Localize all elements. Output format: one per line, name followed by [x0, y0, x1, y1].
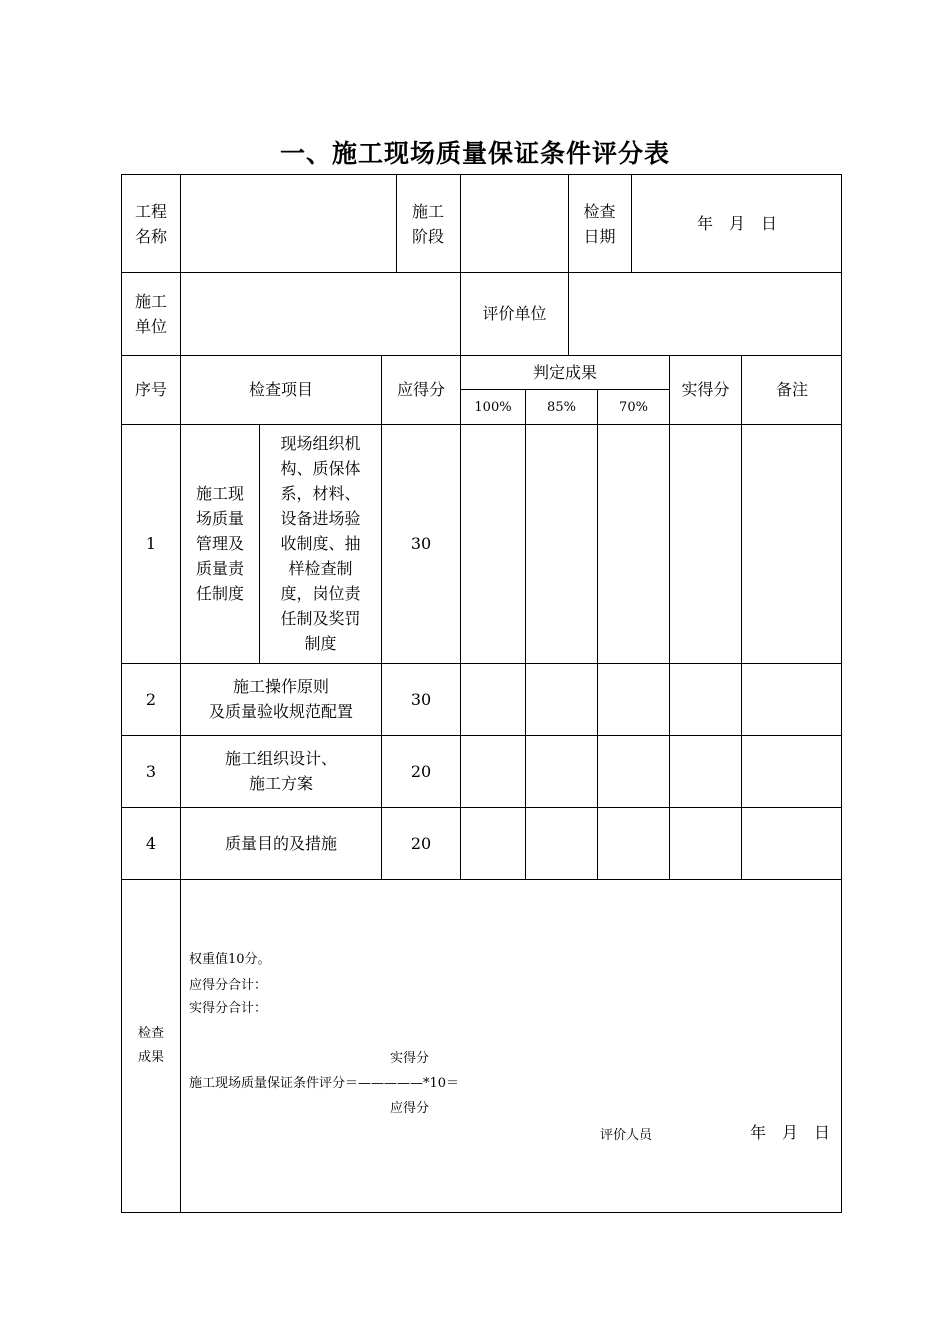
- formula-denominator: 应得分: [390, 1101, 430, 1116]
- construction-stage-field[interactable]: [461, 175, 568, 272]
- evaluation-date: 年 月 日: [750, 1123, 831, 1142]
- result-weight: 权重值10分。: [189, 952, 271, 967]
- score-table: [121, 174, 842, 1213]
- col-divider: [669, 355, 670, 879]
- evaluator-label: 评价人员: [600, 1128, 653, 1143]
- page-title: 一、施工现场质量保证条件评分表: [279, 139, 670, 168]
- row-1-item: 现场组织机构、质保体系，材料、设备进场验收制度、抽样检查制度，岗位责任制及奖罚制度: [280, 434, 361, 653]
- construction-unit-field[interactable]: [181, 272, 460, 355]
- col-header-item: 检查项目: [248, 380, 313, 399]
- row-4-seq: 4: [145, 833, 157, 853]
- row-3-item-line1: 施工组织设计、: [224, 749, 337, 768]
- formula-numerator: 实得分: [390, 1051, 430, 1066]
- inspection-date-label: 检查日期: [583, 201, 616, 246]
- row-2-item: [181, 663, 381, 735]
- row-2-item-line1: 施工操作原则: [232, 677, 329, 696]
- row-4-item: 质量目的及措施: [224, 833, 337, 853]
- result-due-total: 应得分合计：: [189, 978, 268, 993]
- row-3-item: [181, 735, 381, 807]
- col-header-85: 85%: [547, 399, 576, 415]
- col-header-100: 100%: [474, 399, 512, 415]
- construction-stage-label: 施工阶段: [411, 201, 444, 246]
- row-4-score: 20: [410, 833, 432, 853]
- col-divider: [741, 355, 742, 879]
- col-header-seq: 序号: [134, 380, 167, 399]
- row-3-seq: 3: [145, 761, 157, 781]
- row-divider: [122, 879, 842, 880]
- row-3-item-line2: 施工方案: [248, 774, 313, 793]
- row-1-score: 30: [410, 534, 432, 553]
- row-1-category: 施工现场质量管理及质量责任制度: [195, 484, 244, 603]
- col-header-actual-score: 实得分: [681, 380, 730, 399]
- col-header-remarks: 备注: [775, 380, 808, 399]
- project-name-field[interactable]: [181, 175, 396, 272]
- row-2-seq: 2: [145, 689, 157, 709]
- row-1-seq: 1: [145, 534, 157, 553]
- col-divider: [525, 389, 526, 879]
- col-divider: [597, 389, 598, 879]
- inspection-date-value[interactable]: 年 月 日: [696, 214, 777, 233]
- col-divider: [460, 355, 461, 879]
- row-3-score: 20: [410, 761, 432, 781]
- row-2-score: 30: [410, 689, 432, 709]
- result-label: 检查成果: [137, 1026, 164, 1065]
- col-header-70: 70%: [619, 399, 648, 415]
- col-header-due-score: 应得分: [396, 380, 445, 399]
- col-header-judgment: 判定成果: [532, 362, 597, 382]
- row-2-item-line2: 及质量验收规范配置: [208, 702, 353, 721]
- project-name-label: 工程名称: [134, 201, 167, 246]
- construction-unit-label: 施工单位: [134, 291, 167, 336]
- evaluation-unit-label: 评价单位: [482, 304, 547, 323]
- result-actual-total: 实得分合计：: [189, 1001, 268, 1016]
- formula: 施工现场质量保证条件评分＝—————*10＝: [189, 1076, 460, 1091]
- evaluation-unit-field[interactable]: [569, 272, 842, 355]
